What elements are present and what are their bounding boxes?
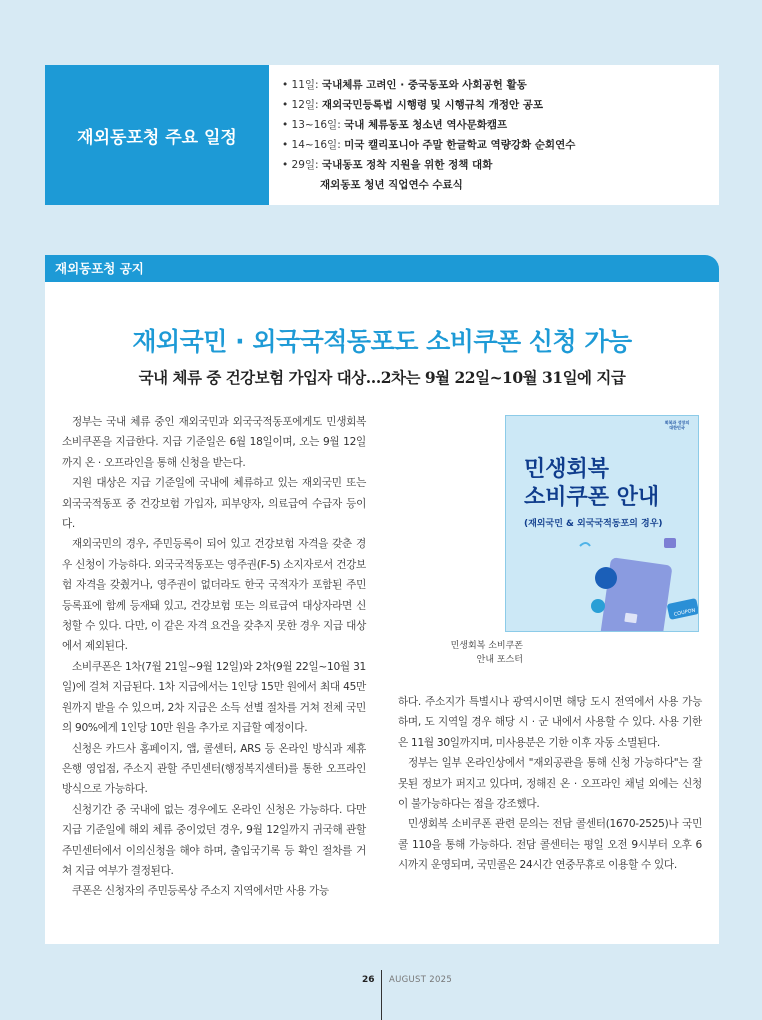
sparkle-icon <box>580 543 590 546</box>
card-chip-icon <box>624 613 637 624</box>
card-coupon-illustration <box>576 536 699 632</box>
schedule-list <box>282 75 575 195</box>
schedule-item-continuation: 재외동포 청년 직업연수 수료식 <box>320 179 463 191</box>
article-paragraph: 신청은 카드사 홈페이지, 앱, 콜센터, ARS 등 온라인 방식과 제휴은행 영업점, 주소지 관할 주민센터(행정복지센터)를 통한 오프라인 방식으로 가능하다. <box>62 742 366 796</box>
article-headline: 재외국민 · 외국국적동포도 소비쿠폰 신청 가능 <box>132 327 632 356</box>
coin-icon <box>595 567 617 589</box>
article-paragraph: 하다. 주소지가 특별시나 광역시이면 해당 도시 전역에서 사용 가능하며, 도 지역일 경우 해당 시 · 군 내에서 사용할 수 있다. 사용 기한은 11월 30일까지며, 미사용분은 기한 이후 자동 소멸된다. <box>398 696 702 749</box>
article-column-right <box>398 692 702 876</box>
coupon-poster-image <box>505 415 699 632</box>
article-subhead: 국내 체류 중 건강보험 가입자 대상…2차는 9월 22일~10월 31일에 지급 <box>138 368 626 387</box>
page-number: 26 <box>362 975 375 985</box>
article-paragraph: 소비쿠폰은 1차(7월 21일~9월 12일)와 2차(9월 22일~10월 31일)에 걸쳐 지급된다. 1차 지급에서는 1인당 15만 원에서 최대 45만 원까지 받을 수 있으며, 2차 지급은 소득 선별 절차를 거쳐 전체 국민의 90%에게 1인당 10만 원을 추가로 지급할 예정이다. <box>62 660 366 735</box>
schedule-box <box>45 65 719 205</box>
article-paragraph: 쿠폰은 신청자의 주민등록상 주소지 지역에서만 사용 가능 <box>72 885 329 898</box>
poster-badge: 회복과 성장의 대한민국 <box>664 420 690 430</box>
chat-heart-icon <box>664 538 676 548</box>
article-paragraph: 재외국민의 경우, 주민등록이 되어 있고 건강보험 자격을 갖춘 경우 신청이 가능하다. 외국국적동포는 영주권(F-5) 소지자로서 건강보험 자격을 갖췄거나, 영주권이 없더라도 한국 국적자가 포함된 주민등록표에 함께 등재돼 있고, 건강보험 또는 의료급여 대상자라면 신청할 수 있다. 다만, 이 같은 자격 요건을 갖추지 못한 경우 지급 대상에서 제외된다. <box>62 538 366 653</box>
schedule-label: 재외동포청 주요 일정 <box>45 65 269 205</box>
article-paragraph: 민생회복 소비쿠폰 관련 문의는 전담 콜센터(1670-2525)나 국민콜 110을 통해 가능하다. 전담 콜센터는 평일 오전 9시부터 오후 6시까지 운영되며, 국민콜은 24시간 연중무휴로 이용할 수 있다. <box>398 818 702 872</box>
article-paragraph: 정부는 일부 온라인상에서 "재외공관을 통해 신청 가능하다"는 잘못된 정보가 퍼지고 있다며, 정해진 온 · 오프라인 채널 외에는 신청이 불가능하다는 점을 강조했다. <box>398 757 702 811</box>
schedule-item: • 11일: 국내체류 고려인 · 중국동포와 사회공헌 활동 <box>282 79 527 91</box>
coupon-label: COUPON <box>673 607 696 618</box>
coin-icon <box>591 599 605 613</box>
issue-date: AUGUST 2025 <box>389 975 453 985</box>
schedule-item: • 29일: 국내동포 정착 지원을 위한 정책 대화 <box>282 159 493 171</box>
poster-caption: 민생회복 소비쿠폰 안내 포스터 <box>450 641 523 665</box>
article-paragraph: 지원 대상은 지급 기준일에 국내에 체류하고 있는 재외국민 또는 외국국적동포 중 건강보험 가입자, 피부양자, 의료급여 수급자 등이다. <box>62 477 366 531</box>
schedule-item: • 14~16일: 미국 캘리포니아 주말 한글학교 역량강화 순회연수 <box>282 139 576 151</box>
footer-divider <box>381 970 382 1020</box>
article-paragraph: 정부는 국내 체류 중인 재외국민과 외국국적동포에게도 민생회복 소비쿠폰을 지급한다. 지급 기준일은 6월 18일이며, 오는 9월 12일까지 온 · 오프라인을 통해 신청을 받는다. <box>62 416 366 469</box>
article <box>45 282 719 944</box>
poster-subtitle: (재외국민 & 외국국적동포의 경우) <box>524 519 663 529</box>
article-paragraph: 신청기간 중 국내에 없는 경우에도 온라인 신청은 가능하다. 다만 지급 기준일에 해외 체류 중이었던 경우, 9월 12일까지 귀국해 관할 주민센터에서 이의신청을 해야 하며, 출입국기록 등 확인 절차를 거쳐 지급 여부가 결정된다. <box>62 803 366 877</box>
schedule-item: • 13~16일: 국내 체류동포 청소년 역사문화캠프 <box>282 119 508 131</box>
schedule-item: • 12일: 재외국민등록법 시행령 및 시행규칙 개정안 공포 <box>282 99 544 111</box>
article-column-left <box>62 412 366 902</box>
poster-title: 민생회복 소비쿠폰 안내 <box>524 457 660 510</box>
notice-section-header: 재외동포청 공지 <box>45 255 719 282</box>
